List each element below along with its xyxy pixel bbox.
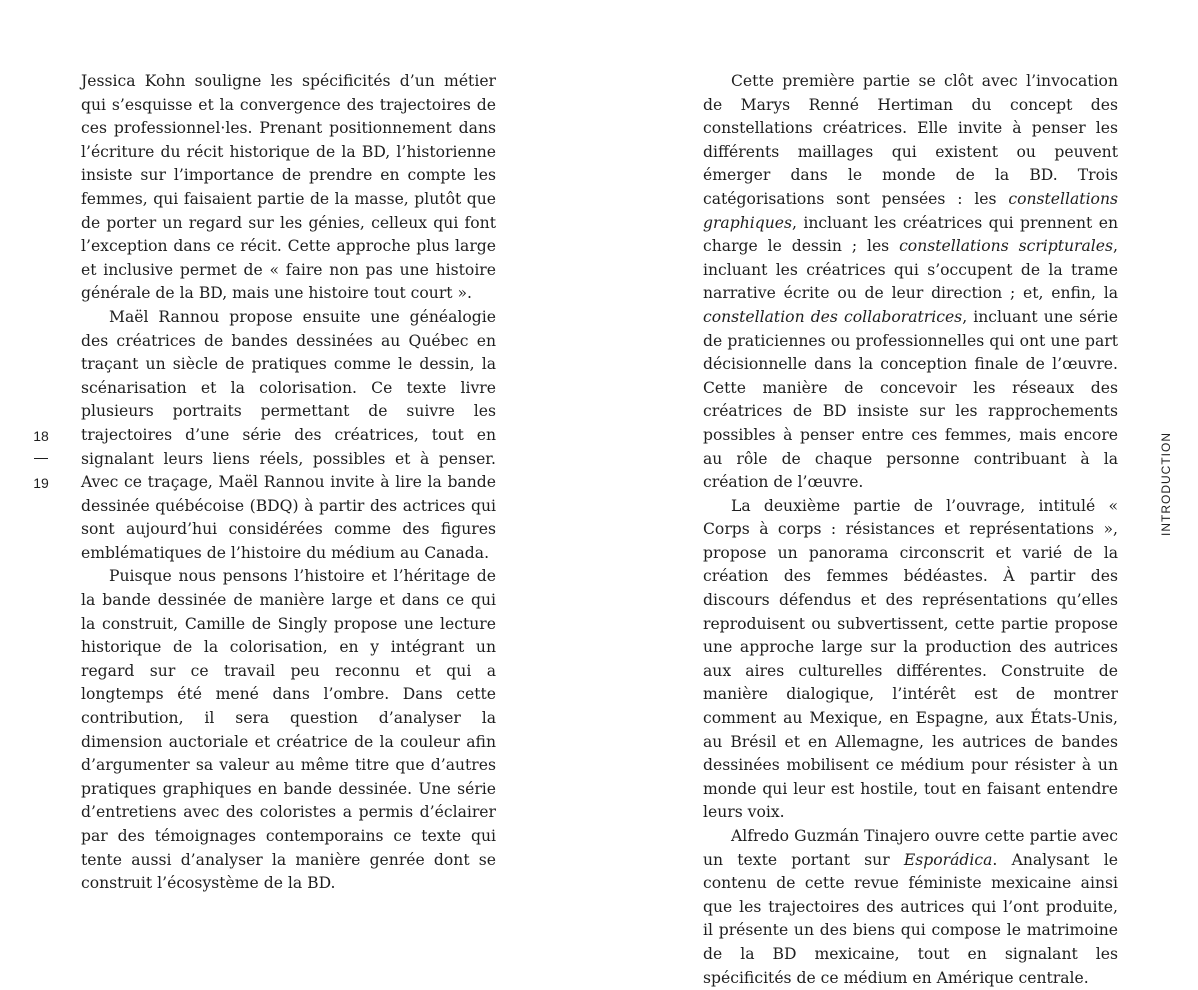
- left-page-text: [81, 70, 496, 896]
- page-number-left: 18: [33, 428, 49, 444]
- running-head: INTRODUCTION: [1159, 432, 1173, 536]
- italic-text: constellations graphiques: [703, 189, 1118, 232]
- page-number-divider: [34, 458, 48, 459]
- italic-text: constellations scripturales: [899, 237, 1114, 256]
- text-run: Maël Rannou propose ensuite une généalogie des créatrices de bandes dessinées au Québec en traçant un siècle de pratiques comme le dessin, la scénarisation et la colorisation. Ce texte livre plusieurs portraits permettant de suivre les trajectoires d’une série des créatrices, tout en signalant leurs liens réels, possibles et à penser. Avec ce traçage, Maël Rannou invite à lire la bande dessinée québécoise (BDQ) à partir des actrices qui sont aujourd’hui considérées comme des figures emblématiques de l’histoire du médium au Canada.: [81, 307, 496, 562]
- right-page-text: [703, 70, 1118, 990]
- page-number-right: 19: [33, 475, 49, 491]
- paragraph: [81, 306, 496, 566]
- paragraph: [703, 825, 1118, 990]
- text-run: Cette première partie se clôt avec l’invocation de Marys Renné Hertiman du concept des constellations créatrices. Elle invite à penser les différents maillages qui existent ou peuvent émerger dans le monde de la BD. Trois catégorisations sont pensées : les: [703, 72, 1118, 208]
- text-run: Alfredo Guzmán Tinajero ouvre cette partie avec un texte portant sur: [703, 827, 1118, 869]
- text-run: . Analysant le contenu de cette revue féministe mexicaine ainsi que les trajectoires des autrices qui l’ont produite, il présente un des biens qui compose le matrimoine de la BD mexicaine, tout en signalant les spécificités de ce médium en Amérique centrale.: [703, 850, 1118, 987]
- paragraph: [703, 495, 1118, 825]
- text-run: , incluant une série de praticiennes ou professionnelles qui ont une part décisionnelle dans la conception finale de l’œuvre. Cette manière de concevoir les réseaux des créatrices de BD insiste sur les rapprochements possibles à penser entre ces femmes, mais encore au rôle de chaque personne contribuant à la création de l’œuvre.: [703, 307, 1118, 492]
- paragraph: [81, 565, 496, 895]
- text-run: Jessica Kohn souligne les spécificités d’un métier qui s’esquisse et la convergence des trajectoires de ces professionnel·les. Prenant positionnement dans l’écriture du récit historique de la BD, l’historienne insiste sur l’importance de prendre en compte les femmes, qui faisaient partie de la masse, plutôt que de porter un regard sur les génies, celleux qui font l’exception dans ce récit. Cette approche plus large et inclusive permet de « faire non pas une histoire générale de la BD, mais une histoire tout court ».: [81, 72, 496, 303]
- text-run: La deuxième partie de l’ouvrage, intitulé « Corps à corps : résistances et représentations », propose un panorama circonscrit et varié de la création des femmes bédéastes. À partir des discours défendus et des représentations qu’elles reproduisent ou subvertissent, cette partie propose une approche large sur la production des autrices aux aires culturelles différentes. Construite de manière dialogique, l’intérêt est de montrer comment au Mexique, en Espagne, aux États-Unis, au Brésil et en Allemagne, les autrices de bandes dessinées mobilisent ce médium pour résister à un monde qui leur est hostile, tout en faisant entendre leurs voix.: [703, 496, 1118, 822]
- paragraph: [81, 70, 496, 306]
- italic-text: constellation des collaboratrices: [703, 307, 963, 326]
- text-run: Puisque nous pensons l’histoire et l’héritage de la bande dessinée de manière large et dans ce qui la construit, Camille de Singly propose une lecture historique de la colorisation, en y intégrant un regard sur ce travail peu reconnu et qui a longtemps été mené dans l’ombre. Dans cette contribution, il sera question d’analyser la dimension auctoriale et créatrice de la couleur afin d’argumenter sa valeur au même titre que d’autres pratiques graphiques en bande dessinée. Une série d’entretiens avec des coloristes a permis d’éclairer par des témoignages contemporains ce texte qui tente aussi d’analyser la manière genrée dont se construit l’écosystème de la BD.: [81, 567, 496, 893]
- text-run: , incluant les créatrices qui prennent en charge le dessin ; les: [703, 213, 1118, 256]
- text-run: , incluant les créatrices qui s’occupent de la trame narrative écrite ou de leur direction ; et, enfin, la: [703, 237, 1118, 303]
- paragraph: [703, 70, 1118, 495]
- italic-text: Esporádica: [903, 850, 993, 869]
